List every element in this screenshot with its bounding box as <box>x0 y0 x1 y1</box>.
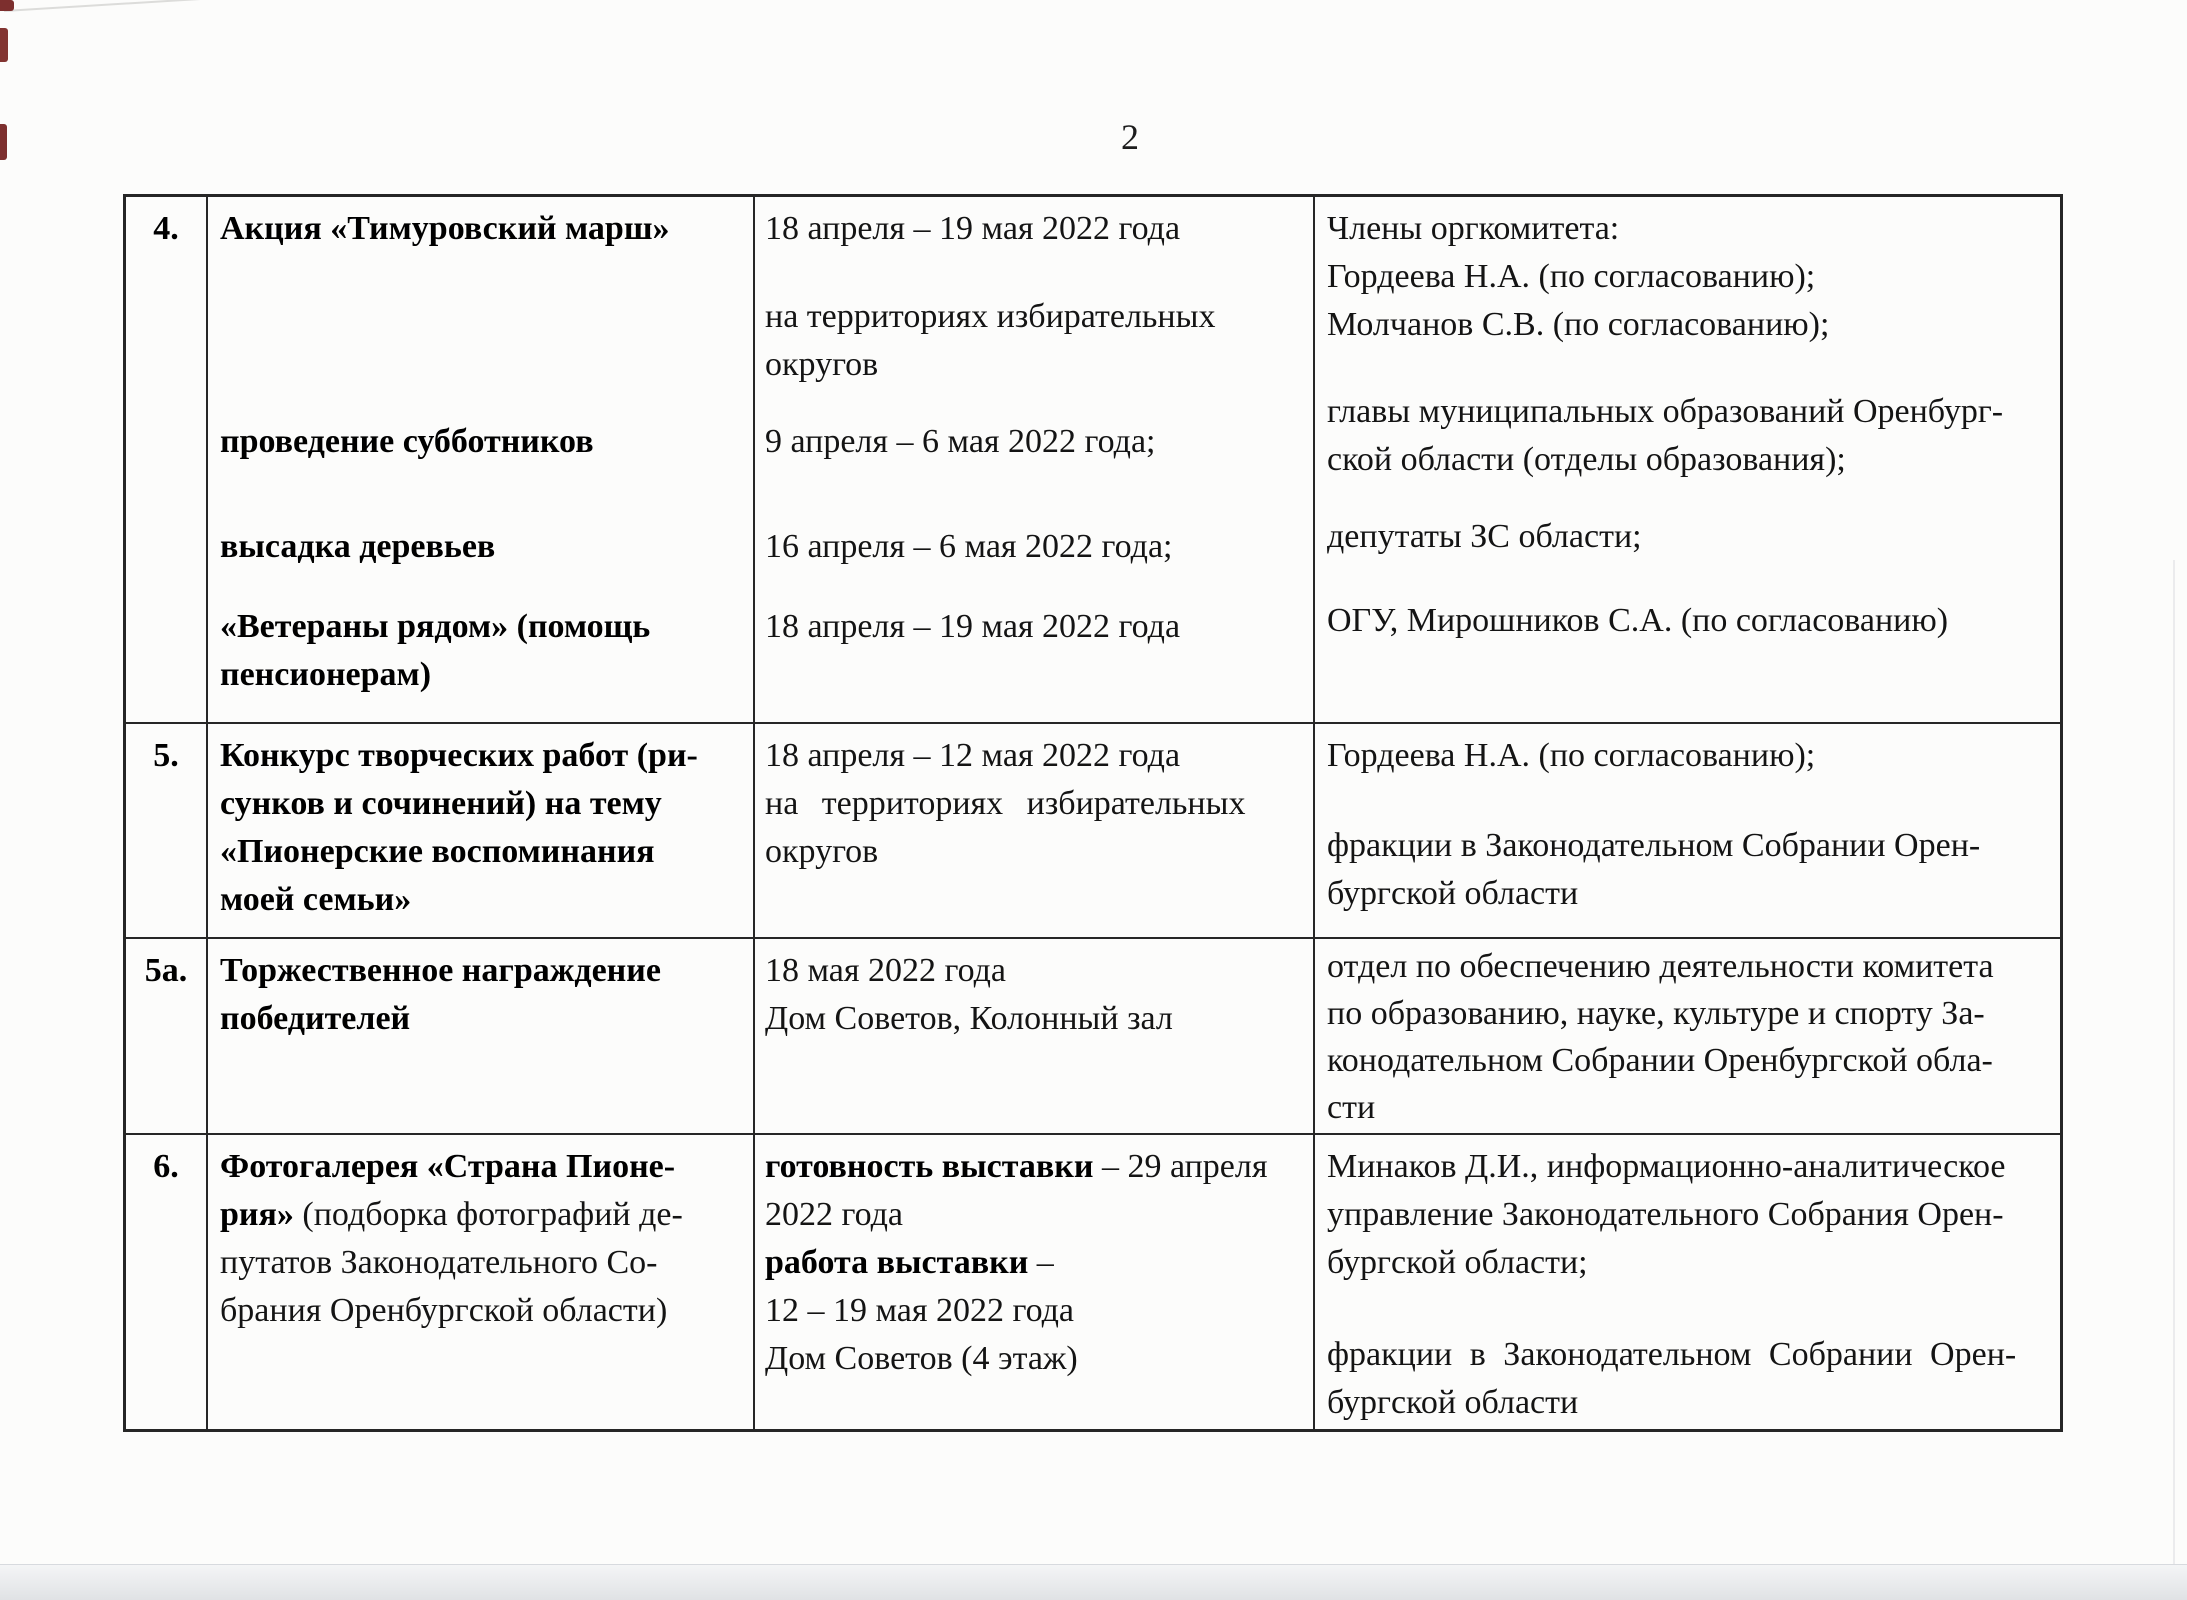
activity-line: победителей <box>220 1000 411 1037</box>
responsible-line: Члены оргкомитета: <box>1327 210 1620 247</box>
date-line: 18 мая 2022 года <box>765 952 1007 989</box>
date-bold-part: готовность выставки <box>765 1148 1094 1185</box>
responsible-line: Минаков Д.И., информационно-аналитическое <box>1327 1148 2006 1185</box>
activity-line: Торжественное награждение <box>220 952 661 989</box>
row-5a-activity-cell <box>206 937 753 1133</box>
responsible-line: ОГУ, Мирошников С.А. (по согласованию) <box>1327 602 1949 639</box>
row-4-activity-cell <box>206 197 753 722</box>
activity-line: Акция «Тимуровский марш» <box>220 210 670 247</box>
row-number: 6. <box>153 1148 179 1185</box>
date-regular-part: – <box>1028 1244 1054 1281</box>
activity-line: сунков и сочинений) на тему <box>220 785 662 822</box>
responsible-line: фракции в Законодательном Собрании Орен- <box>1327 1336 2017 1373</box>
page-edge-shadow <box>2173 560 2175 1565</box>
row-number: 5а. <box>144 952 188 989</box>
date-line <box>765 1143 1299 1191</box>
red-edge-mark <box>0 124 7 160</box>
row-6-responsible-cell <box>1313 1133 2060 1429</box>
date-line <box>765 1239 1299 1287</box>
responsible-line: отдел по обеспечению деятельности комитета <box>1327 948 1994 985</box>
responsible-line: ской области (отделы образования); <box>1327 441 1846 478</box>
row-number: 4. <box>153 210 179 247</box>
row-5a-responsible-cell <box>1313 937 2060 1133</box>
row-6-activity-cell <box>206 1133 753 1429</box>
row-5-responsible-cell <box>1313 722 2060 937</box>
responsible-line: конодательном Собрании Оренбургской обла- <box>1327 1042 1993 1079</box>
date-line: Дом Советов (4 этаж) <box>765 1340 1078 1377</box>
row-5a-number-cell <box>126 937 206 1133</box>
responsible-line: управление Законодательного Собрания Орен- <box>1327 1196 2004 1233</box>
activity-line <box>220 1143 739 1191</box>
row-6-dates-cell <box>753 1133 1313 1429</box>
date-line: 18 апреля – 19 мая 2022 года <box>765 608 1181 645</box>
date-line: на территориях избирательных округов <box>765 298 1216 383</box>
responsible-line: сти <box>1327 1089 1376 1126</box>
date-line: 18 апреля – 19 мая 2022 года <box>765 210 1181 247</box>
responsible-line: бургской области; <box>1327 1244 1588 1281</box>
activity-line: «Пионерские воспоминания <box>220 833 655 870</box>
date-line: 12 – 19 мая 2022 года <box>765 1292 1075 1329</box>
date-line: Дом Советов, Колонный зал <box>765 1000 1173 1037</box>
activity-line: Конкурс творческих работ (ри- <box>220 737 698 774</box>
red-edge-mark <box>0 28 8 62</box>
responsible-line: бургской области <box>1327 875 1579 912</box>
row-5-activity-cell <box>206 722 753 937</box>
responsible-line: Гордеева Н.А. (по согласованию); <box>1327 258 1816 295</box>
events-table <box>123 194 2063 1432</box>
activity-bold-part: Фотогалерея «Страна Пионе- <box>220 1148 676 1185</box>
row-4-number-cell <box>126 197 206 722</box>
date-line: 2022 года <box>765 1196 904 1233</box>
activity-line: путатов Законодательного Со- <box>220 1244 658 1281</box>
row-5-dates-cell <box>753 722 1313 937</box>
date-line: 18 апреля – 12 мая 2022 года <box>765 737 1181 774</box>
responsible-line: главы муниципальных образований Оренбург- <box>1327 393 2004 430</box>
row-4-dates-cell <box>753 197 1313 722</box>
row-6-number-cell <box>126 1133 206 1429</box>
date-line: округов <box>765 833 879 870</box>
responsible-line: бургской области <box>1327 1384 1579 1421</box>
date-line: на территориях избирательных <box>765 785 1246 822</box>
responsible-line: по образованию, науке, культуре и спорту За- <box>1327 995 1985 1032</box>
responsible-line: Гордеева Н.А. (по согласованию); <box>1327 737 1816 774</box>
responsible-line: фракции в Законодательном Собрании Орен- <box>1327 827 1981 864</box>
activity-bold-part: рия» <box>220 1196 294 1233</box>
row-5-number-cell <box>126 722 206 937</box>
activity-line: моей семьи» <box>220 881 412 918</box>
responsible-line: Молчанов С.В. (по согласованию); <box>1327 306 1830 343</box>
activity-regular-part: (подборка фотографий де- <box>293 1196 683 1233</box>
row-4-responsible-cell <box>1313 197 2060 722</box>
date-line: 16 апреля – 6 мая 2022 года; <box>765 528 1173 565</box>
activity-line: проведение субботников <box>220 423 594 460</box>
red-edge-mark <box>0 0 14 11</box>
page-number: 2 <box>1121 117 1139 157</box>
date-line: 9 апреля – 6 мая 2022 года; <box>765 423 1156 460</box>
row-number: 5. <box>153 737 179 774</box>
date-bold-part: работа выставки <box>765 1244 1029 1281</box>
scan-bottom-shadow <box>0 1565 2187 1600</box>
date-regular-part: – 29 апреля <box>1093 1148 1268 1185</box>
activity-line: брания Оренбургской области) <box>220 1292 668 1329</box>
activity-line <box>220 1191 739 1239</box>
activity-line: высадка деревьев <box>220 528 496 565</box>
responsible-line: депутаты ЗС области; <box>1327 518 1642 555</box>
row-5a-dates-cell <box>753 937 1313 1133</box>
activity-line: «Ветераны рядом» (помощь пенсионерам) <box>220 608 651 693</box>
scan-scratch-artifact <box>4 0 304 12</box>
